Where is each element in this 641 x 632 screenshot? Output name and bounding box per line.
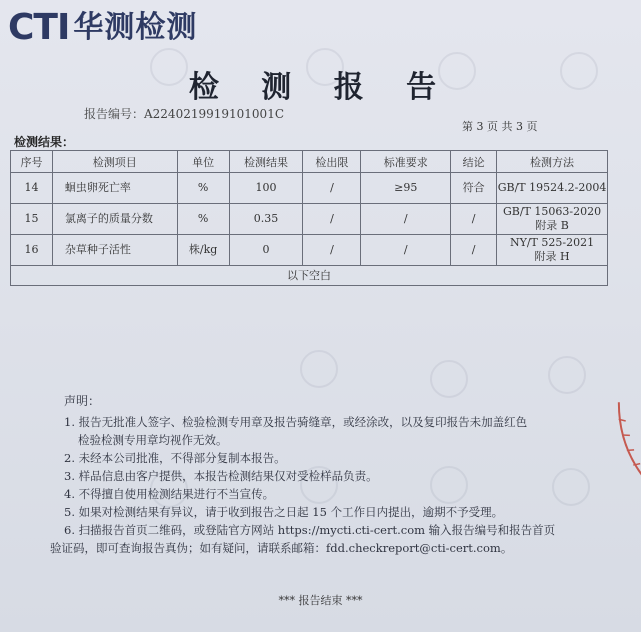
limit-cell: / [303,173,361,204]
report-number: 报告编号：A2240219919101001C [84,107,285,121]
result-cell: 0.35 [229,204,303,235]
column-header: 序号 [11,151,53,173]
method-appendix: 附录 B [535,219,569,232]
unit-cell: % [177,173,229,204]
results-heading: 检测结果： [14,135,75,149]
result-cell: 0 [229,235,303,266]
statement-notes [50,413,604,557]
result-cell: 100 [229,173,303,204]
statement-note: 5. 如果对检测结果有异议，请于收到报告之日起 15 个工作日内提出，逾期不予受理。 [64,505,504,519]
test-item: 蛔虫卵死亡率 [52,173,177,204]
blank-note: 以下空白 [11,266,608,286]
logo-latin: CTI [8,7,70,48]
column-header: 检测结果 [229,151,303,173]
unit-cell: 株/kg [177,235,229,266]
method-standard: NY/T 525-2021 [509,236,595,249]
results-table [10,150,608,286]
statement-note: 6. 扫描报告首页二维码，或登陆官方网站 https://mycti.cti-cert.com 输入报告编号和报告首页 [64,523,556,537]
column-header: 单位 [177,151,229,173]
page-indicator: 第 3 页 共 3 页 [462,120,538,133]
watermark-icon [430,360,468,398]
table-header-row [11,151,608,173]
blank-row [11,266,608,286]
statement-title: 声明： [64,394,101,408]
seal-stamp-icon [598,398,641,493]
requirement-cell: ≥95 [361,173,451,204]
method-cell [497,204,608,235]
method-appendix: 附录 H [534,250,570,263]
column-header: 标准要求 [361,151,451,173]
test-item: 杂草种子活性 [52,235,177,266]
report-title: 检 测 报 告 [188,70,453,105]
column-header: 检测项目 [52,151,177,173]
test-item: 氯离子的质量分数 [52,204,177,235]
watermark-icon [548,356,586,394]
logo-chinese: 华测检测 [73,10,198,45]
row-number: 16 [11,235,53,266]
report-end-mark: *** 报告结束 *** [278,594,363,607]
conclusion-cell: 符合 [451,173,497,204]
method-cell [497,235,608,266]
conclusion-cell: / [451,235,497,266]
statement-note: 2. 未经本公司批准，不得部分复制本报告。 [64,451,286,465]
method-standard: GB/T 15063-2020 [502,205,602,218]
table-row [11,173,608,204]
method-cell [497,173,608,204]
company-logo [8,7,198,48]
statement-note: 检验检测专用章均视作无效。 [78,433,228,447]
row-number: 14 [11,173,53,204]
requirement-cell: / [361,204,451,235]
statement-note: 4. 不得擅自使用检测结果进行不当宣传。 [64,487,275,501]
statement-note: 3. 样品信息由客户提供，本报告检测结果仅对受检样品负责。 [64,469,378,483]
limit-cell: / [303,235,361,266]
limit-cell: / [303,204,361,235]
watermark-icon [300,350,338,388]
column-header: 检测方法 [497,151,608,173]
conclusion-cell: / [451,204,497,235]
column-header: 检出限 [303,151,361,173]
requirement-cell: / [361,235,451,266]
column-header: 结论 [451,151,497,173]
method-standard: GB/T 19524.2-2004 [497,181,607,194]
unit-cell: % [177,204,229,235]
table-row [11,204,608,235]
row-number: 15 [11,204,53,235]
statement-note: 1. 报告无批准人签字、检验检测专用章及报告骑缝章，或经涂改，以及复印报告未加盖红色 [64,415,528,429]
table-row [11,235,608,266]
statement-note: 验证码，即可查询报告真伪；如有疑问，请联系邮箱：fdd.checkreport@cti-cert.com。 [50,541,513,555]
